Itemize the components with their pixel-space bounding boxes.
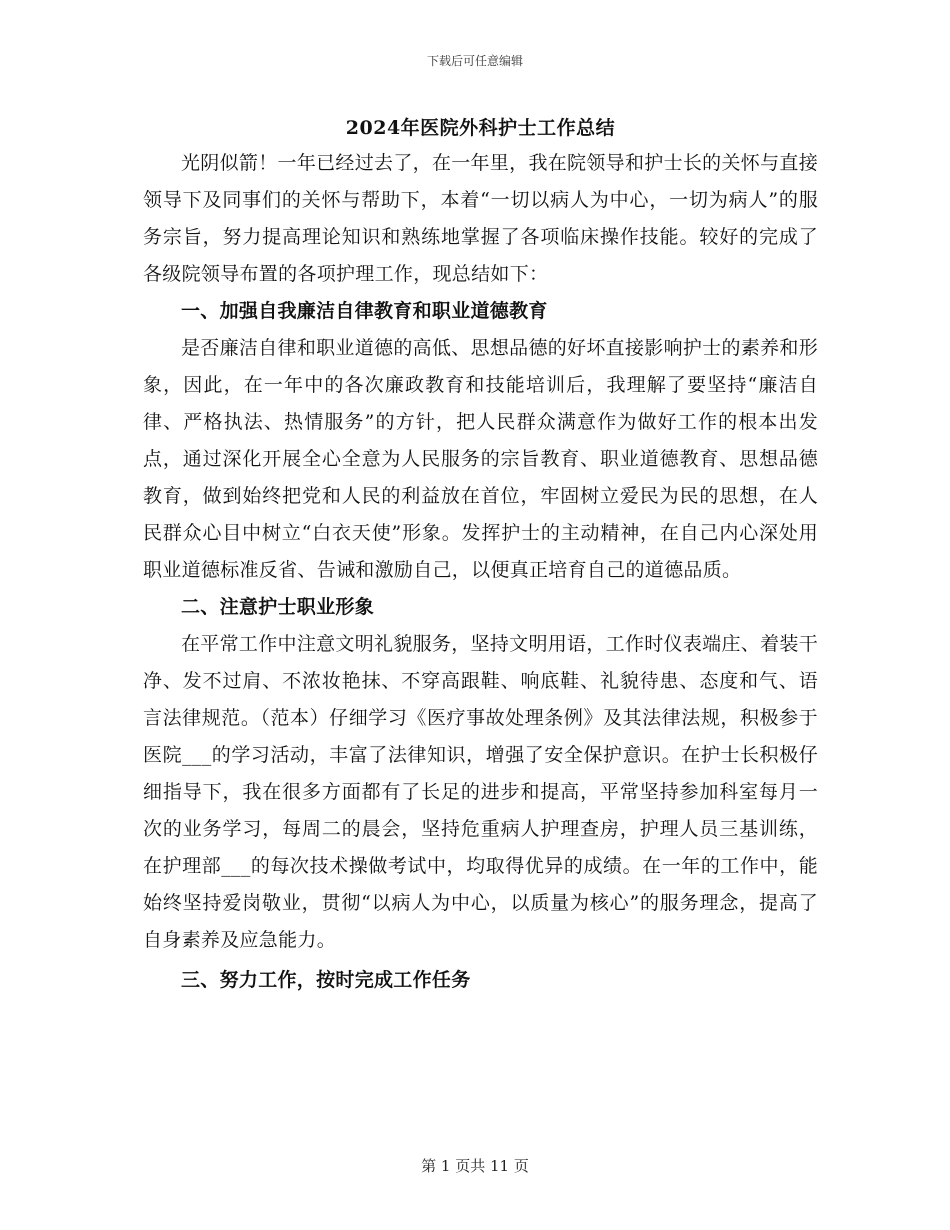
document-title: 2024年医院外科护士工作总结	[345, 117, 616, 139]
intro-paragraph: 光阴似箭！一年已经过去了，在一年里，我在院领导和护士长的关怀与直接领导下及同事们的关怀与帮助下，本着“一切以病人为中心，一切为病人”的服务宗旨，努力提高理论知识和熟练地掌握了各项临床操作技能。较好的完成了各级院领导布置的各项护理工作，现总结如下：	[143, 152, 818, 285]
page-number: 第 1 页共 11 页	[421, 1157, 529, 1175]
section-heading-2: 二、注意护士职业形象	[181, 596, 375, 618]
section-body-2: 在平常工作中注意文明礼貌服务，坚持文明用语，工作时仪表端庄、着装干净、发不过肩、不浓妆艳抹、不穿高跟鞋、响底鞋、礼貌待患、态度和气、语言法律规范。（范本）仔细学习《医疗事故处理条例》及其法律法规，积极参于医院___的学习活动，丰富了法律知识，增强了安全保护意识。在护士长积极仔细指导下，我在很多方面都有了长足的进步和提高，平常坚持参加科室每月一次的业务学习，每周二的晨会，坚持危重病人护理查房，护理人员三基训练，在护理部___的每次技术操做考试中，均取得优异的成绩。在一年的工作中，能始终坚持爱岗敬业，贯彻“以病人为中心，以质量为核心”的服务理念，提高了自身素养及应急能力。	[143, 633, 818, 951]
section-heading-1: 一、加强自我廉洁自律教育和职业道德教育	[181, 300, 548, 322]
document-body	[143, 112, 818, 999]
page-header-note: 下载后可任意编辑	[426, 54, 523, 68]
section-body-1: 是否廉洁自律和职业道德的高低、思想品德的好坏直接影响护士的素养和形象，因此，在一年中的各次廉政教育和技能培训后，我理解了要坚持“廉洁自律、严格执法、热情服务”的方针，把人民群众满意作为做好工作的根本出发点，通过深化开展全心全意为人民服务的宗旨教育、职业道德教育、思想品德教育，做到始终把党和人民的利益放在首位，牢固树立爱民为民的思想，在人民群众心目中树立“白衣天使”形象。发挥护士的主动精神，在自己内心深处用职业道德标准反省、告诫和激励自己，以便真正培育自己的道德品质。	[143, 337, 818, 581]
section-heading-3: 三、努力工作，按时完成工作任务	[181, 969, 471, 991]
